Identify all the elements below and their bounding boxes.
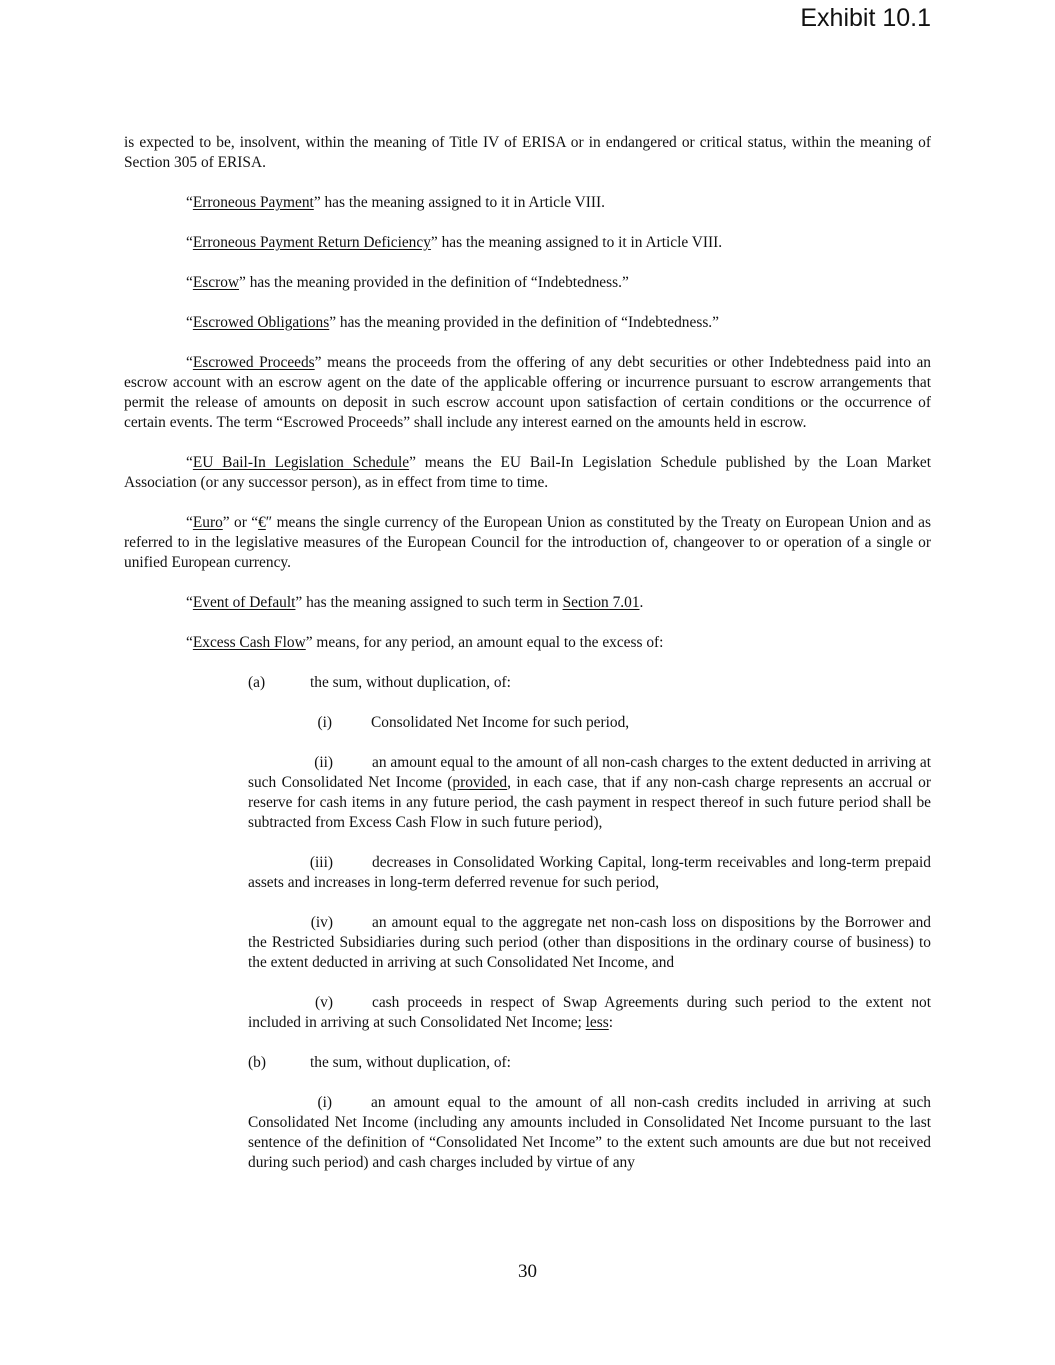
definition-text: ″ means the single currency of the European Union as constituted by the Treaty on European Union and as referred to in the legislative measures of the European Council for the introduction of, changeover to or operation of a single or unified European currency. — [124, 514, 931, 571]
clause-text: the sum, without duplication, of: — [310, 1054, 511, 1071]
page-number: 30 — [518, 1261, 537, 1282]
defined-term: EU Bail-In Legislation Schedule — [192, 454, 410, 471]
document-body — [124, 133, 931, 1193]
open-quote: “ — [186, 234, 193, 251]
clause-label: (b) — [248, 1054, 266, 1071]
defined-term: Euro — [192, 514, 223, 531]
continued-paragraph: is expected to be, insolvent, within the meaning of Title IV of ERISA or in endangered or critical status, within the meaning of Section 305 of ERISA. — [124, 134, 931, 171]
open-quote: “ — [186, 514, 193, 531]
section-reference: Section 7.01 — [562, 594, 640, 611]
definition-escrowed-proceeds — [124, 353, 931, 433]
defined-term: Escrow — [192, 274, 240, 291]
definition-erroneous-payment-return-deficiency — [124, 233, 931, 253]
open-quote: “ — [186, 454, 193, 471]
clause-text: an amount equal to the amount of all non-cash charges to the extent deducted in arriving at such Consolidated Net Income ( — [248, 754, 931, 791]
definition-escrow — [124, 273, 931, 293]
open-quote: “ — [186, 314, 193, 331]
defined-term: Excess Cash Flow — [192, 634, 306, 651]
clause-a-iv — [248, 913, 931, 973]
clause-label: (i) — [317, 1094, 332, 1111]
clause-b-i — [248, 1093, 931, 1173]
defined-term: Event of Default — [192, 594, 296, 611]
emphasis-term: provided — [452, 774, 508, 791]
quote-separator: ” or “ — [222, 514, 259, 531]
clause-text-cont: : — [608, 1014, 614, 1031]
clause-label: (a) — [248, 674, 266, 691]
definition-escrowed-obligations — [124, 313, 931, 333]
definition-text: ” has the meaning assigned to such term in — [295, 594, 563, 611]
definition-text: ” means the proceeds from the offering of any debt securities or other Indebtedness paid into an escrow account with an escrow agent on the date of the applicable offering or incurrence pursuant to escrow arrangements that permit the release of amounts on deposit in such escrow account upon satisfaction of certain conditions or the occurrence of certain events. The term “Escrowed Proceeds” shall include any interest earned on the amounts held in escrow. — [124, 354, 932, 431]
definition-end: . — [639, 594, 644, 611]
clause-text: Consolidated Net Income for such period, — [371, 714, 630, 731]
definition-event-of-default — [124, 593, 931, 613]
clause-a-v — [248, 993, 931, 1033]
clause-text: cash proceeds in respect of Swap Agreements during such period to the extent not included in arriving at such Consolidated Net Income; — [248, 994, 931, 1031]
emphasis-term: less — [585, 1014, 609, 1031]
clause-a-i — [248, 713, 931, 733]
definition-text: ” has the meaning provided in the definition of “Indebtedness.” — [329, 314, 719, 331]
definition-text: ” means the EU Bail-In Legislation Schedule published by the Loan Market Association (or any successor person), as in effect from time to time. — [124, 454, 932, 491]
clause-text: an amount equal to the amount of all non-cash credits included in arriving at such Consolidated Net Income (including any amounts included in Consolidated Net Income pursuant to the last sentence of the definition of “Consolidated Net Income” to the extent such amounts are due but not received during such period) and cash charges included by virtue of any — [248, 1094, 931, 1171]
clause-label: (v) — [315, 994, 333, 1011]
exhibit-label: Exhibit 10.1 — [800, 4, 931, 32]
open-quote: “ — [186, 634, 193, 651]
clause-label: (i) — [317, 714, 332, 731]
definition-text: ” has the meaning assigned to it in Article VIII. — [430, 234, 723, 251]
open-quote: “ — [186, 194, 193, 211]
clause-text-cont: , in each case, that if any non-cash charge represents an accrual or reserve for cash items in any future period, the cash payment in respect thereof in such future period shall be subtracted from Excess Cash Flow in such future period), — [248, 774, 931, 831]
definition-euro — [124, 513, 931, 573]
clause-a-iii — [248, 853, 931, 893]
clause-text: the sum, without duplication, of: — [310, 674, 511, 691]
clause-b — [248, 1053, 931, 1073]
clause-a — [248, 673, 931, 693]
clause-text: an amount equal to the aggregate net non-cash loss on dispositions by the Borrower and the Restricted Subsidiaries during such period (other than dispositions in the ordinary course of business) to the extent deducted in arriving at such Consolidated Net Income, and — [248, 914, 931, 971]
open-quote: “ — [186, 594, 193, 611]
open-quote: “ — [186, 274, 193, 291]
defined-term-symbol: € — [258, 514, 266, 531]
definition-text: ” has the meaning assigned to it in Article VIII. — [313, 194, 606, 211]
defined-term: Escrowed Proceeds — [192, 354, 315, 371]
defined-term: Erroneous Payment Return Deficiency — [192, 234, 431, 251]
clause-label: (iii) — [309, 854, 333, 871]
definition-text: ” means, for any period, an amount equal to the excess of: — [305, 634, 664, 651]
clause-label: (iv) — [310, 914, 333, 931]
defined-term: Erroneous Payment — [192, 194, 314, 211]
definition-erroneous-payment — [124, 193, 931, 213]
clause-label: (ii) — [314, 754, 333, 771]
clause-a-ii — [248, 753, 931, 833]
definition-text: ” has the meaning provided in the definition of “Indebtedness.” — [239, 274, 629, 291]
defined-term: Escrowed Obligations — [192, 314, 330, 331]
definition-excess-cash-flow — [124, 633, 931, 653]
clause-text: decreases in Consolidated Working Capital, long-term receivables and long-term prepaid assets and increases in long-term deferred revenue for such period, — [248, 854, 931, 891]
open-quote: “ — [186, 354, 193, 371]
definition-eu-bail-in-legislation-schedule — [124, 453, 931, 493]
